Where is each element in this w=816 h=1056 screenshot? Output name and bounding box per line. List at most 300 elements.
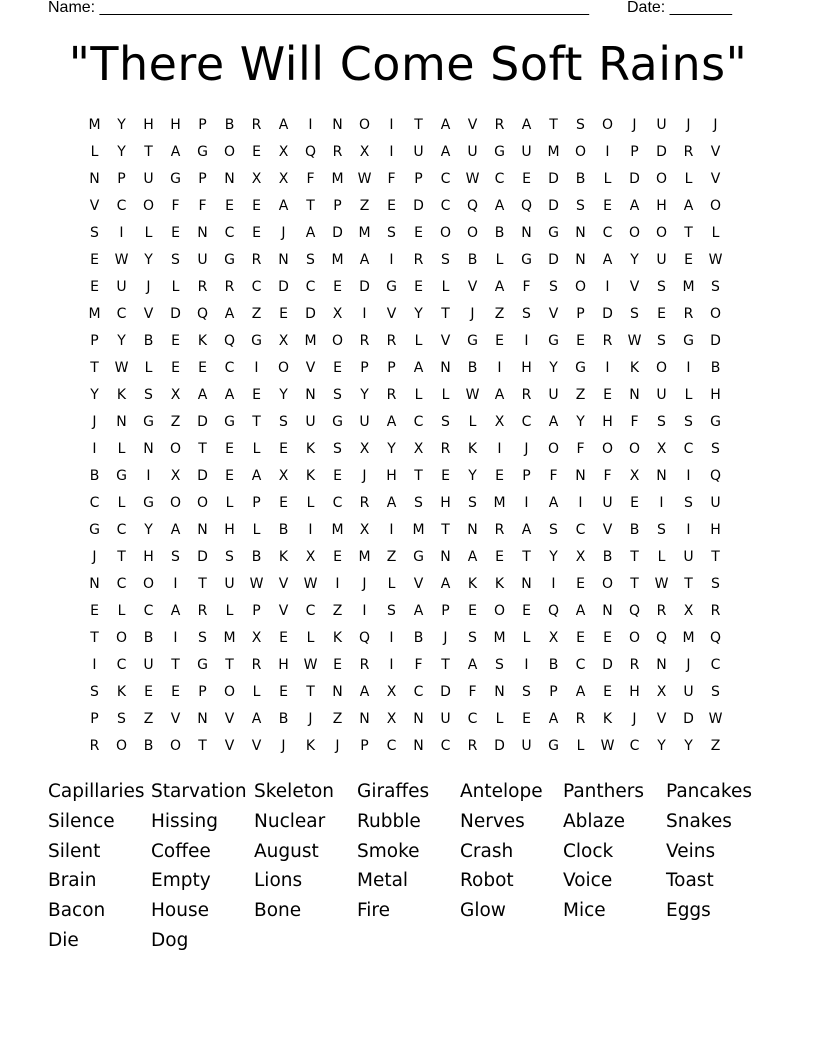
grid-letter: N	[656, 656, 667, 673]
grid-letter: W	[249, 575, 264, 592]
grid-letter: I	[524, 656, 529, 673]
grid-letter: G	[116, 467, 127, 484]
grid-letter: U	[683, 548, 694, 565]
word-bank-item: Pancakes	[666, 781, 752, 802]
grid-letter: L	[684, 386, 693, 403]
word-bank-item: Empty	[151, 870, 211, 892]
word-bank-item: Veins	[666, 840, 716, 862]
grid-letter: C	[224, 224, 235, 241]
grid-letter: K	[467, 575, 478, 592]
grid-letter: I	[389, 251, 394, 268]
grid-letter: A	[467, 548, 478, 565]
grid-letter: Z	[170, 413, 181, 430]
grid-letter: B	[467, 359, 478, 376]
grid-letter: R	[251, 251, 262, 268]
word-bank-item: Mice	[563, 900, 606, 922]
grid-letter: N	[197, 521, 208, 538]
grid-letter: T	[522, 548, 531, 565]
grid-letter: G	[413, 548, 424, 565]
grid-letter: E	[630, 494, 639, 511]
word-bank-item: Bacon	[48, 900, 106, 922]
grid-letter: A	[548, 710, 559, 727]
grid-letter: G	[386, 278, 397, 295]
grid-letter: O	[169, 440, 182, 457]
grid-letter: D	[710, 332, 721, 349]
grid-letter: X	[656, 440, 667, 457]
grid-letter: T	[684, 575, 693, 592]
grid-letter: E	[387, 197, 396, 214]
grid-letter: I	[92, 656, 97, 673]
grid-letter: B	[602, 548, 613, 565]
grid-letter: L	[522, 629, 531, 646]
grid-letter: W	[465, 170, 480, 187]
grid-letter: G	[224, 413, 235, 430]
grid-letter: T	[306, 683, 315, 700]
grid-letter: S	[711, 683, 720, 700]
grid-letter: F	[630, 413, 639, 430]
grid-letter: I	[362, 602, 367, 619]
grid-letter: A	[359, 251, 370, 268]
grid-letter: X	[170, 386, 181, 403]
grid-letter: E	[252, 197, 261, 214]
grid-letter: T	[144, 143, 153, 160]
grid-letter: I	[524, 494, 529, 511]
grid-letter: N	[521, 224, 532, 241]
grid-letter: J	[308, 710, 313, 727]
grid-letter: E	[225, 197, 234, 214]
word-bank-item: Giraffes	[357, 781, 430, 802]
grid-letter: K	[305, 467, 316, 484]
grid-letter: S	[90, 683, 99, 700]
grid-letter: D	[413, 197, 424, 214]
grid-letter: G	[143, 494, 154, 511]
grid-letter: N	[629, 386, 640, 403]
word-bank-item: Starvation	[151, 781, 247, 802]
grid-letter: X	[494, 413, 505, 430]
grid-letter: H	[440, 494, 451, 511]
grid-letter: S	[279, 413, 288, 430]
grid-letter: P	[414, 170, 423, 187]
grid-letter: C	[116, 305, 127, 322]
grid-letter: O	[223, 143, 236, 160]
grid-letter: X	[413, 440, 424, 457]
grid-letter: W	[600, 737, 615, 754]
grid-letter: W	[357, 170, 372, 187]
grid-letter: Z	[359, 197, 370, 214]
grid-letter: E	[414, 278, 423, 295]
grid-letter: C	[440, 737, 451, 754]
grid-letter: P	[549, 683, 558, 700]
grid-letter: D	[197, 467, 208, 484]
grid-letter: S	[576, 116, 585, 133]
grid-letter: O	[493, 602, 506, 619]
grid-letter: O	[601, 116, 614, 133]
grid-letter: I	[362, 305, 367, 322]
grid-letter: E	[603, 629, 612, 646]
word-bank-item: Smoke	[357, 840, 420, 862]
grid-letter: E	[495, 548, 504, 565]
grid-letter: T	[630, 548, 639, 565]
grid-letter: V	[602, 521, 613, 538]
grid-letter: U	[710, 494, 721, 511]
grid-letter: A	[278, 116, 289, 133]
grid-letter: A	[629, 197, 640, 214]
grid-letter: E	[576, 629, 585, 646]
grid-letter: O	[169, 494, 182, 511]
grid-letter: K	[467, 440, 478, 457]
grid-letter: M	[412, 521, 425, 538]
grid-letter: U	[521, 737, 532, 754]
grid-letter: T	[198, 440, 207, 457]
grid-letter: S	[333, 440, 342, 457]
grid-letter: R	[197, 278, 208, 295]
word-bank-item: Nuclear	[254, 810, 326, 832]
grid-letter: O	[115, 737, 128, 754]
grid-letter: L	[144, 224, 153, 241]
grid-letter: D	[278, 278, 289, 295]
grid-letter: O	[277, 359, 290, 376]
grid-letter: Y	[144, 251, 153, 268]
grid-letter: U	[683, 683, 694, 700]
grid-letter: V	[278, 602, 289, 619]
grid-letter: F	[171, 197, 180, 214]
grid-letter: K	[602, 710, 613, 727]
grid-letter: E	[90, 602, 99, 619]
grid-letter: H	[710, 386, 721, 403]
grid-letter: E	[441, 467, 450, 484]
grid-letter: W	[303, 656, 318, 673]
grid-letter: L	[441, 278, 450, 295]
grid-letter: V	[224, 710, 235, 727]
grid-letter: B	[575, 170, 586, 187]
grid-letter: G	[710, 413, 721, 430]
grid-letter: I	[146, 467, 151, 484]
grid-letter: W	[114, 251, 129, 268]
grid-letter: M	[304, 332, 317, 349]
grid-letter: Q	[709, 629, 722, 646]
grid-letter: V	[143, 305, 154, 322]
grid-letter: J	[713, 116, 718, 133]
grid-letter: V	[629, 278, 640, 295]
grid-letter: K	[278, 548, 289, 565]
grid-letter: A	[494, 386, 505, 403]
grid-letter: T	[414, 116, 423, 133]
grid-letter: Y	[117, 143, 126, 160]
grid-letter: N	[440, 359, 451, 376]
grid-letter: Q	[304, 143, 317, 160]
word-bank-item: Bone	[254, 900, 302, 922]
grid-letter: J	[281, 224, 286, 241]
grid-letter: X	[386, 710, 397, 727]
grid-letter: G	[548, 224, 559, 241]
grid-letter: O	[655, 224, 668, 241]
grid-letter: Q	[358, 629, 371, 646]
grid-letter: Z	[386, 548, 397, 565]
word-bank-item: Glow	[460, 900, 506, 922]
word-bank-item: House	[151, 900, 209, 922]
grid-letter: T	[117, 548, 126, 565]
grid-letter: A	[440, 575, 451, 592]
grid-letter: I	[389, 521, 394, 538]
grid-letter: U	[548, 386, 559, 403]
grid-letter: S	[117, 710, 126, 727]
grid-letter: Z	[332, 710, 343, 727]
grid-letter: N	[359, 710, 370, 727]
grid-letter: V	[440, 332, 451, 349]
grid-letter: C	[143, 602, 154, 619]
grid-letter: O	[439, 224, 452, 241]
grid-letter: R	[413, 251, 424, 268]
grid-letter: H	[710, 521, 721, 538]
grid-letter: J	[362, 467, 367, 484]
grid-letter: S	[198, 629, 207, 646]
grid-letter: E	[495, 467, 504, 484]
word-bank-item: Die	[48, 929, 79, 951]
grid-letter: M	[358, 548, 371, 565]
grid-letter: I	[308, 521, 313, 538]
grid-letter: R	[89, 737, 100, 754]
grid-letter: N	[332, 683, 343, 700]
grid-letter: C	[332, 494, 343, 511]
grid-letter: N	[332, 116, 343, 133]
grid-letter: P	[360, 359, 369, 376]
grid-letter: P	[333, 197, 342, 214]
grid-letter: I	[605, 278, 610, 295]
grid-letter: A	[602, 251, 613, 268]
grid-letter: U	[440, 710, 451, 727]
grid-letter: Y	[468, 467, 477, 484]
grid-letter: Y	[360, 386, 369, 403]
grid-letter: O	[142, 197, 155, 214]
grid-letter: B	[143, 629, 154, 646]
grid-letter: S	[441, 251, 450, 268]
grid-letter: A	[359, 683, 370, 700]
grid-letter: V	[305, 359, 316, 376]
grid-letter: M	[331, 251, 344, 268]
grid-letter: E	[522, 710, 531, 727]
grid-letter: U	[602, 494, 613, 511]
grid-letter: G	[467, 332, 478, 349]
grid-letter: P	[198, 683, 207, 700]
grid-letter: V	[170, 710, 181, 727]
grid-letter: E	[333, 656, 342, 673]
grid-letter: O	[655, 170, 668, 187]
grid-letter: B	[89, 467, 100, 484]
grid-letter: J	[281, 737, 286, 754]
grid-letter: Z	[332, 602, 343, 619]
grid-letter: X	[656, 683, 667, 700]
grid-letter: R	[251, 116, 262, 133]
grid-letter: U	[224, 575, 235, 592]
grid-letter: N	[575, 467, 586, 484]
grid-letter: O	[709, 305, 722, 322]
grid-letter: R	[656, 602, 667, 619]
grid-letter: Q	[223, 332, 236, 349]
grid-letter: A	[575, 602, 586, 619]
grid-letter: V	[656, 710, 667, 727]
grid-letter: N	[143, 440, 154, 457]
grid-letter: N	[602, 602, 613, 619]
grid-letter: E	[279, 440, 288, 457]
grid-letter: H	[629, 683, 640, 700]
grid-letter: N	[197, 710, 208, 727]
grid-letter: Y	[549, 359, 558, 376]
grid-letter: A	[521, 116, 532, 133]
grid-letter: E	[171, 359, 180, 376]
grid-letter: Y	[414, 305, 423, 322]
grid-letter: L	[171, 278, 180, 295]
grid-letter: A	[575, 683, 586, 700]
grid-letter: L	[657, 548, 666, 565]
grid-letter: R	[602, 332, 613, 349]
grid-letter: U	[116, 278, 127, 295]
grid-letter: V	[278, 575, 289, 592]
grid-letter: B	[548, 656, 559, 673]
date-line: Date: _______	[627, 0, 732, 16]
grid-letter: W	[708, 710, 723, 727]
grid-letter: D	[629, 170, 640, 187]
word-bank-item: Voice	[563, 870, 613, 892]
grid-letter: C	[89, 494, 100, 511]
grid-letter: T	[441, 656, 450, 673]
grid-letter: C	[710, 656, 721, 673]
grid-letter: K	[197, 332, 208, 349]
word-bank-item: Clock	[563, 840, 614, 862]
grid-letter: A	[386, 494, 397, 511]
grid-letter: Z	[251, 305, 262, 322]
grid-letter: E	[279, 629, 288, 646]
grid-letter: K	[305, 440, 316, 457]
grid-letter: U	[521, 143, 532, 160]
grid-letter: D	[548, 170, 559, 187]
grid-letter: P	[630, 143, 639, 160]
grid-letter: I	[173, 575, 178, 592]
grid-letter: X	[359, 143, 370, 160]
grid-letter: P	[90, 332, 99, 349]
grid-letter: A	[224, 386, 235, 403]
grid-letter: E	[90, 278, 99, 295]
grid-letter: V	[548, 305, 559, 322]
grid-letter: B	[710, 359, 721, 376]
grid-letter: L	[495, 710, 504, 727]
grid-letter: A	[440, 143, 451, 160]
grid-letter: R	[494, 116, 505, 133]
grid-letter: U	[656, 251, 667, 268]
grid-letter: X	[386, 683, 397, 700]
grid-letter: R	[197, 602, 208, 619]
grid-letter: H	[656, 197, 667, 214]
grid-letter: E	[171, 683, 180, 700]
word-bank-item: Antelope	[460, 781, 543, 802]
grid-letter: G	[170, 170, 181, 187]
grid-letter: W	[303, 575, 318, 592]
grid-letter: S	[657, 413, 666, 430]
grid-letter: X	[332, 305, 343, 322]
grid-letter: P	[117, 170, 126, 187]
grid-letter: E	[468, 602, 477, 619]
grid-letter: G	[251, 332, 262, 349]
grid-letter: L	[225, 494, 234, 511]
grid-letter: E	[252, 224, 261, 241]
grid-letter: C	[683, 440, 694, 457]
grid-letter: X	[548, 629, 559, 646]
grid-letter: W	[627, 332, 642, 349]
grid-letter: D	[656, 143, 667, 160]
grid-letter: L	[252, 683, 261, 700]
grid-letter: U	[197, 251, 208, 268]
grid-letter: X	[251, 170, 262, 187]
grid-letter: G	[683, 332, 694, 349]
grid-letter: C	[413, 413, 424, 430]
grid-letter: I	[389, 116, 394, 133]
grid-letter: H	[143, 548, 154, 565]
grid-letter: N	[575, 224, 586, 241]
page-title: "There Will Come Soft Rains"	[68, 37, 748, 91]
grid-letter: R	[467, 737, 478, 754]
grid-letter: C	[440, 197, 451, 214]
word-bank-item: Snakes	[666, 810, 732, 832]
grid-letter: I	[389, 143, 394, 160]
grid-letter: R	[332, 143, 343, 160]
grid-letter: I	[605, 143, 610, 160]
grid-letter: A	[467, 656, 478, 673]
grid-letter: A	[170, 143, 181, 160]
grid-letter: R	[710, 602, 721, 619]
grid-letter: X	[170, 467, 181, 484]
grid-letter: M	[493, 494, 506, 511]
grid-letter: F	[576, 440, 585, 457]
grid-letter: P	[576, 305, 585, 322]
grid-letter: D	[332, 224, 343, 241]
grid-letter: R	[440, 440, 451, 457]
word-bank-item: Lions	[254, 870, 303, 892]
grid-letter: K	[116, 386, 127, 403]
grid-letter: O	[709, 197, 722, 214]
grid-letter: E	[252, 143, 261, 160]
grid-letter: I	[173, 629, 178, 646]
grid-letter: Q	[466, 197, 479, 214]
grid-letter: Z	[710, 737, 721, 754]
grid-letter: R	[359, 494, 370, 511]
grid-letter: L	[684, 170, 693, 187]
grid-letter: J	[146, 278, 151, 295]
grid-letter: R	[359, 656, 370, 673]
grid-letter: Y	[576, 413, 585, 430]
grid-letter: I	[335, 575, 340, 592]
grid-letter: F	[603, 467, 612, 484]
grid-letter: X	[575, 548, 586, 565]
grid-letter: X	[278, 170, 289, 187]
grid-letter: U	[359, 413, 370, 430]
grid-letter: T	[630, 575, 639, 592]
grid-letter: S	[684, 413, 693, 430]
grid-letter: S	[684, 494, 693, 511]
grid-letter: M	[682, 629, 695, 646]
grid-letter: A	[494, 278, 505, 295]
grid-letter: S	[549, 278, 558, 295]
grid-letter: G	[521, 251, 532, 268]
grid-letter: S	[522, 305, 531, 322]
grid-letter: A	[521, 521, 532, 538]
grid-letter: R	[521, 386, 532, 403]
grid-letter: C	[224, 359, 235, 376]
grid-letter: V	[467, 116, 478, 133]
grid-letter: I	[389, 656, 394, 673]
grid-letter: A	[170, 521, 181, 538]
grid-letter: A	[548, 413, 559, 430]
word-bank-item: Silence	[48, 810, 115, 832]
grid-letter: S	[441, 413, 450, 430]
